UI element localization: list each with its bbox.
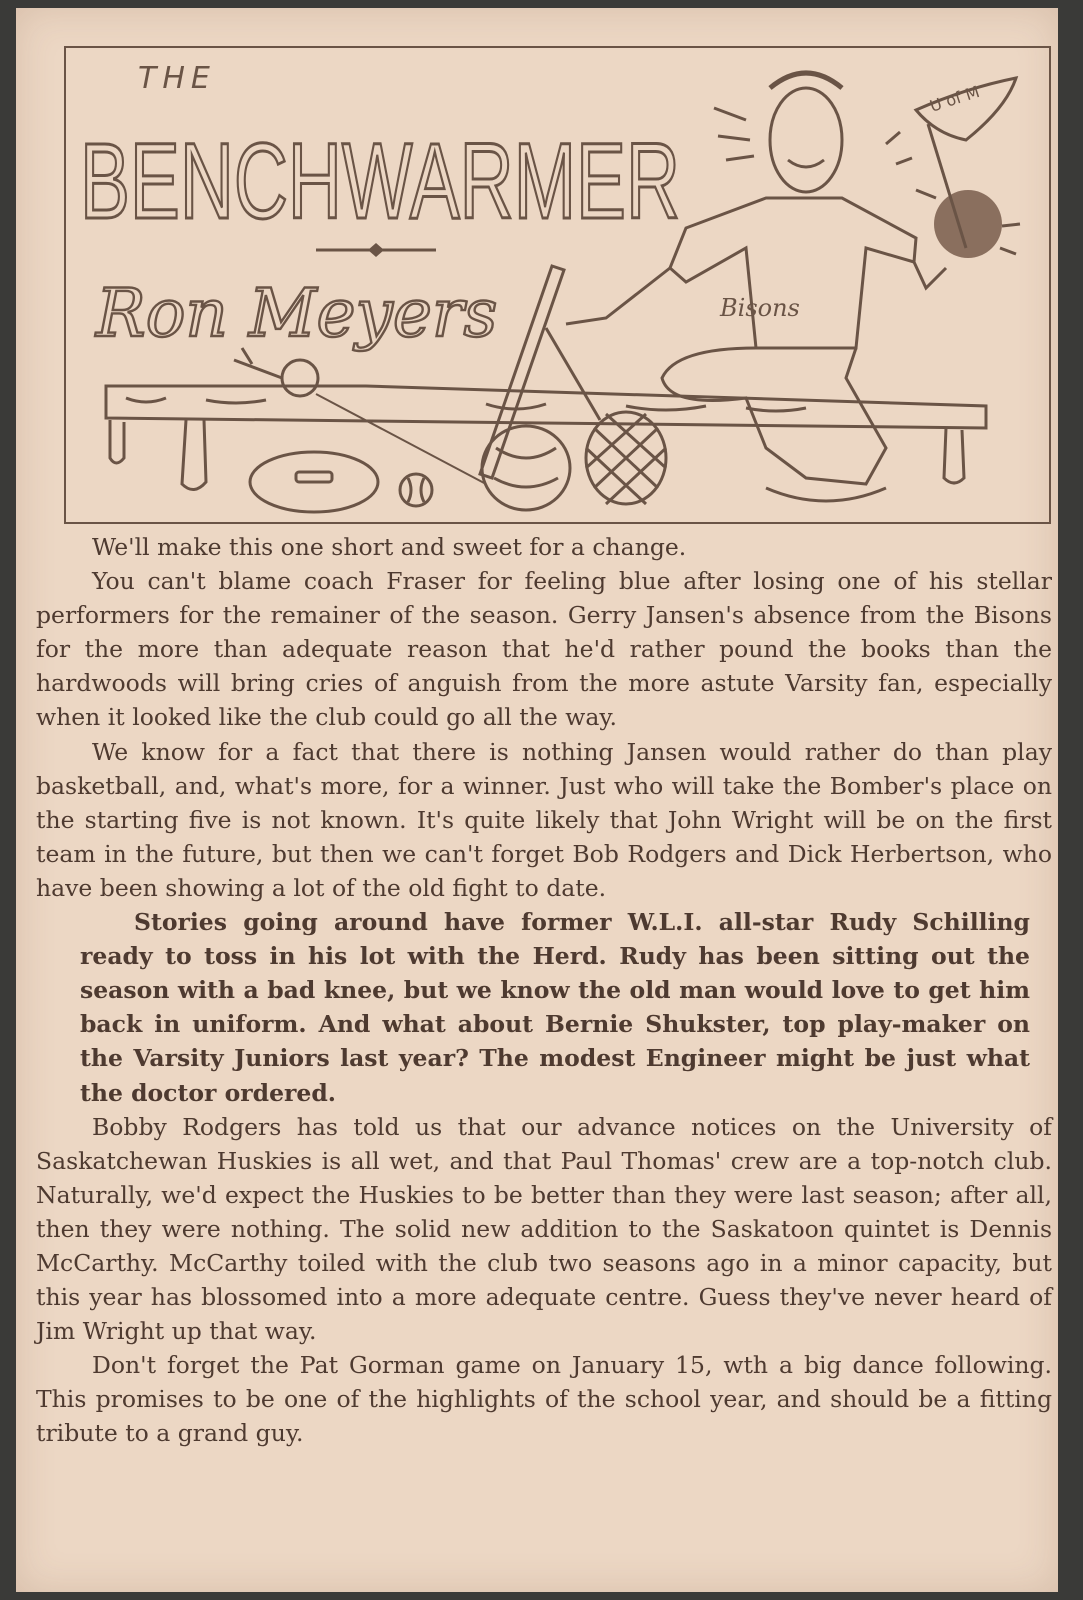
column-title: BENCHWARMER — [80, 120, 680, 241]
article-paragraph-5: Bobby Rodgers has told us that our advance notices on the University of Saskatchewan Huskies is all wet, and that Paul Thomas' crew are a top-notch club. Naturally, we'd expect the Huskies to be better than they were last season; after all, then they were nothing. The solid new addition to the Saskatoon quintet is Dennis McCarthy. McCarthy toiled with the club two seasons ago in a minor capacity, but this year has blossomed into a more adequate centre. Guess they've never heard of Jim Wright up that way. — [36, 1112, 1052, 1346]
ornament-divider — [316, 243, 436, 257]
baseball-icon — [400, 474, 432, 506]
stick-line — [316, 394, 486, 484]
bench-drawing — [106, 386, 986, 490]
masthead-illustration — [66, 48, 1049, 522]
byline-signature: Ron Meyers — [96, 275, 498, 352]
rubber-ball-icon — [234, 348, 318, 396]
article-paragraph-3: We know for a fact that there is nothing Jansen would rather do than play basketball, and, what's more, for a winner. Just who will take the Bomber's place on the starting five is not known. It's quite likely that John Wright will be on the first team in the future, but then we can't forget Bob Rodgers and Dick Herbertson, who have been showing a lot of the old fight to date. — [36, 737, 1052, 902]
tennis-racket-icon — [546, 328, 666, 504]
article-paragraph-1: We'll make this one short and sweet for a change. — [92, 533, 687, 561]
pennant-lettering: U of M — [927, 81, 982, 116]
article-paragraph-2: You can't blame coach Fraser for feeling blue after losing one of his stellar performers for the remainer of the season. Gerry Jansen's absence from the Bisons for the more than adequate reason that he'd rather pound the books than the hardwoods will bring cries of anguish from the more astute Varsity fan, especially when it looked like the club could go all the way. — [36, 567, 1052, 732]
football-icon — [250, 452, 378, 512]
jersey-lettering: Bisons — [720, 294, 800, 322]
article-paragraph-6: Don't forget the Pat Gorman game on January 15, wth a big dance following. This promises to be one of the highlights of the school year, and should be a fitting tribute to a grand guy. — [36, 1351, 1052, 1448]
newspaper-clipping — [16, 8, 1058, 1592]
article-paragraph-4: Stories going around have former W.L.I. all-star Rudy Schilling ready to toss in his lot with the Herd. Rudy has been sitting out the season with a bad knee, but we know the old man would love to get him back in uniform. And what about Bernie Shukster, top play-maker on the Varsity Juniors last year? The modest Engineer might be just what the doctor ordered. — [80, 908, 1030, 1107]
column-article — [36, 530, 1052, 1451]
kicker-text: THE — [138, 61, 216, 96]
column-masthead — [64, 46, 1051, 524]
